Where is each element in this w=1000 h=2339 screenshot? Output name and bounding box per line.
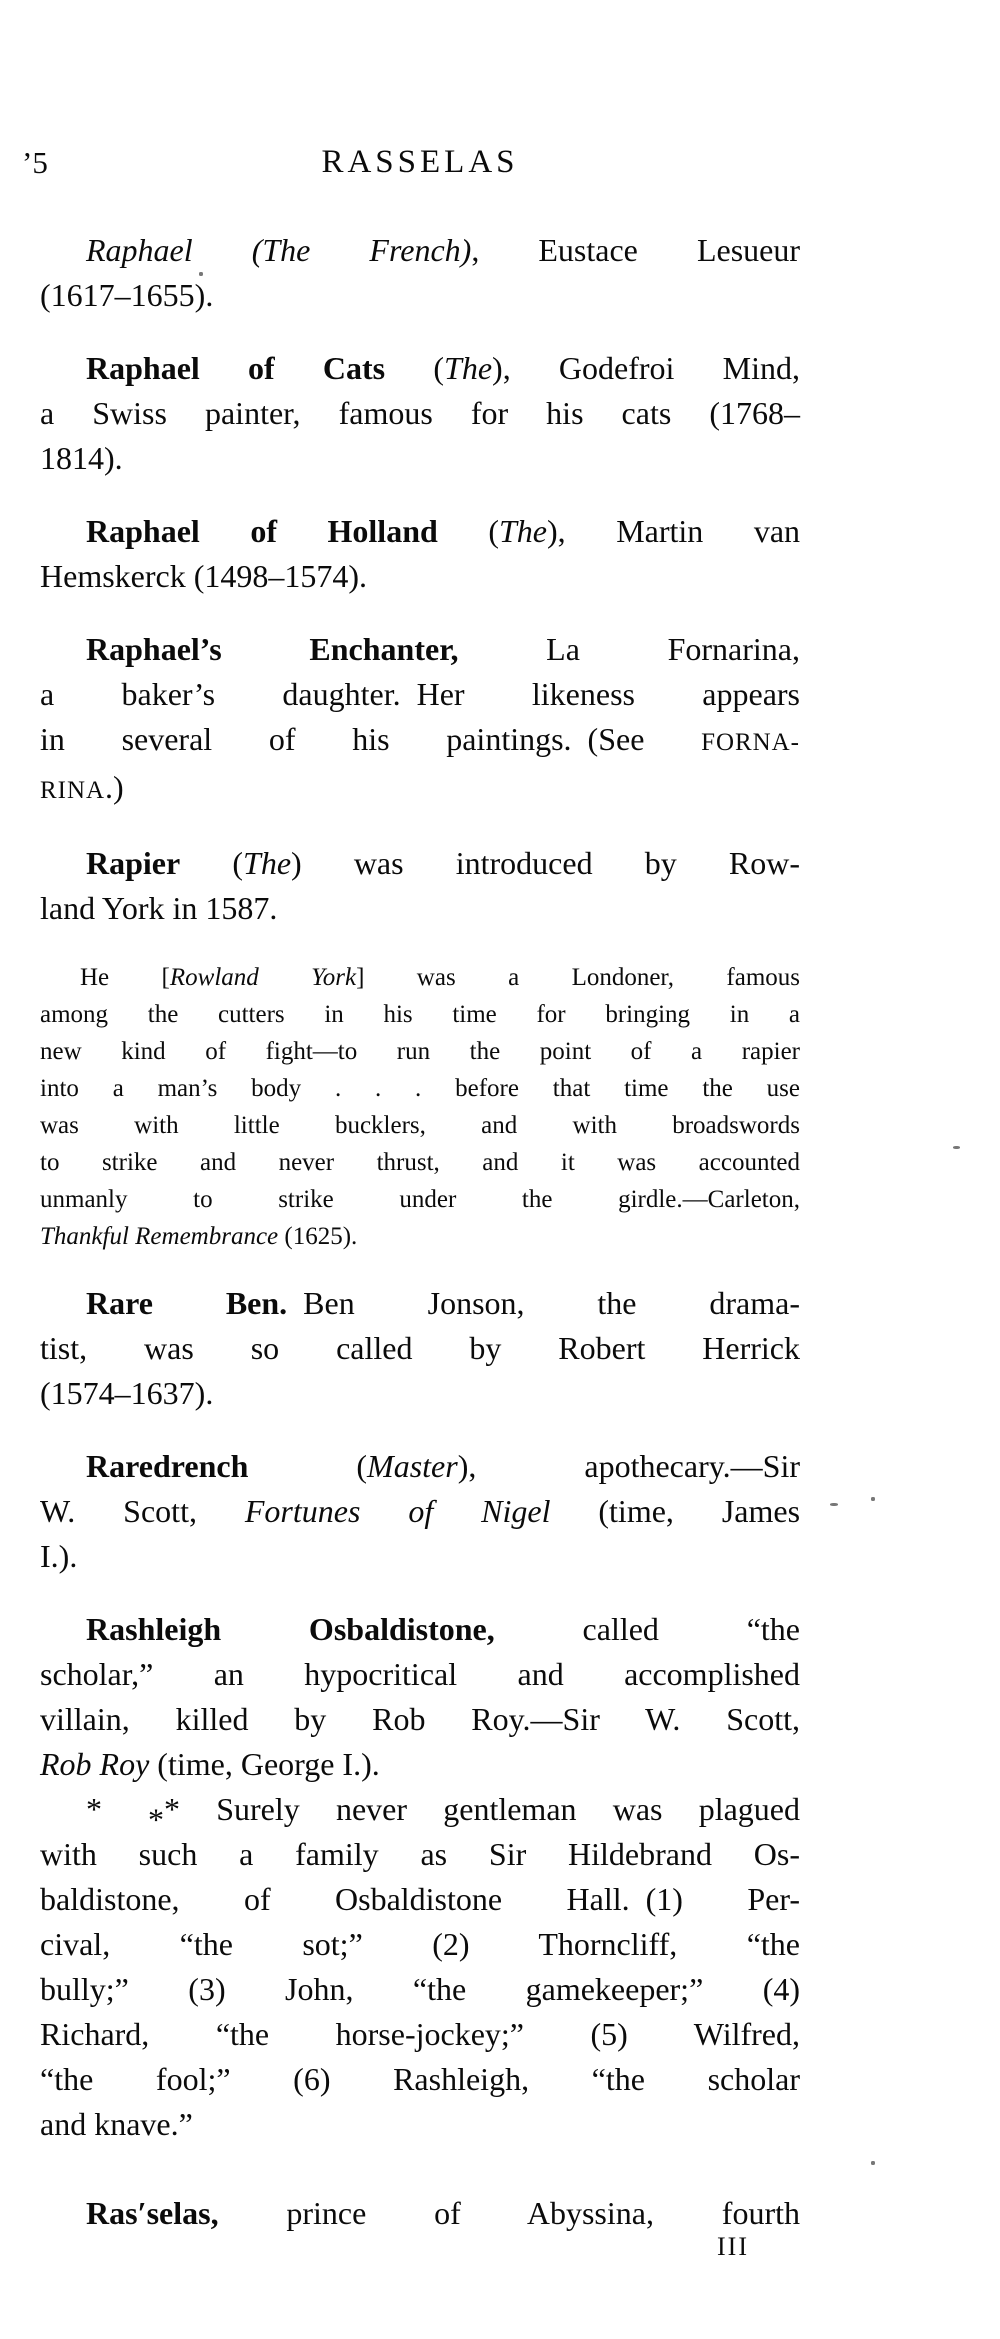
- text-line: * ** Surely never gentleman was plagued: [86, 1791, 800, 1838]
- text-line: cival, “the sot;” (2) Thorncliff, “the: [40, 1926, 800, 1962]
- text-line: to strike and never thrust, and it was accounted: [40, 1149, 800, 1176]
- entry-raphaels-enchanter: [40, 627, 800, 813]
- entry-rasselas: [40, 2191, 800, 2236]
- text-line: Raphael of Cats (The), Godefroi Mind,: [86, 350, 801, 386]
- text-line: and knave.”: [40, 2106, 193, 2142]
- scan-artifact: [953, 1146, 960, 1149]
- entry-rapier: [40, 841, 800, 931]
- scan-artifact: [871, 1497, 875, 1501]
- text-line: (1617–1655).: [40, 277, 214, 313]
- quote-rowland-york: [40, 959, 800, 1255]
- note-osbaldistone-family: [40, 1787, 800, 2147]
- signature-mark: III: [717, 2232, 749, 2261]
- text-line: I.).: [40, 1538, 78, 1574]
- text-line: tist, was so called by Robert Herrick: [40, 1330, 800, 1366]
- page-number: ’5: [22, 145, 48, 180]
- text-line: Hemskerck (1498–1574).: [40, 558, 368, 594]
- text-line: baldistone, of Osbaldistone Hall. (1) Per-: [40, 1881, 800, 1917]
- scan-artifact: [871, 2161, 875, 2165]
- text-line: Rare Ben. Ben Jonson, the drama-: [86, 1285, 800, 1321]
- text-line: Rashleigh Osbaldistone, called “the: [86, 1611, 800, 1647]
- text-line: (1574–1637).: [40, 1375, 214, 1411]
- text-line: Raphael’s Enchanter, La Fornarina,: [86, 631, 800, 667]
- text-line: 1814).: [40, 440, 123, 476]
- text-line: bully;” (3) John, “the gamekeeper;” (4): [40, 1971, 800, 2007]
- text-column: [40, 228, 800, 2264]
- text-line: a Swiss painter, famous for his cats (1768–: [40, 395, 800, 431]
- text-line: Raphael (The French), Eustace Lesueur: [86, 232, 801, 268]
- entry-raphael-of-cats: [40, 346, 800, 481]
- text-line: scholar,” an hypocritical and accomplished: [40, 1656, 800, 1692]
- text-line: Rob Roy (time, George I.).: [40, 1746, 380, 1782]
- text-line: unmanly to strike under the girdle.—Carleton,: [40, 1186, 800, 1213]
- text-line: He [Rowland York] was a Londoner, famous: [80, 964, 800, 991]
- text-line: Rapier (The) was introduced by Row-: [86, 845, 801, 881]
- text-line: Richard, “the horse-jockey;” (5) Wilfred,: [40, 2016, 800, 2052]
- entry-raredrench: [40, 1444, 800, 1579]
- text-line: into a man’s body . . . before that time the use: [40, 1075, 800, 1102]
- text-line: land York in 1587.: [40, 890, 278, 926]
- text-line: W. Scott, Fortunes of Nigel (time, James: [40, 1493, 801, 1529]
- text-line: “the fool;” (6) Rashleigh, “the scholar: [40, 2061, 800, 2097]
- text-line: Raphael of Holland (The), Martin van: [86, 513, 801, 549]
- scan-artifact: [199, 272, 203, 276]
- text-line: new kind of fight—to run the point of a rapier: [40, 1038, 800, 1065]
- text-line: RINA.): [40, 769, 124, 805]
- text-line: among the cutters in his time for bringing in a: [40, 1001, 800, 1028]
- text-line: villain, killed by Rob Roy.—Sir W. Scott,: [40, 1701, 800, 1737]
- text-line: was with little bucklers, and with broadswords: [40, 1112, 800, 1139]
- text-line: Raredrench (Master), apothecary.—Sir: [86, 1448, 801, 1484]
- entry-raphael-the-french: [40, 228, 800, 318]
- entry-rashleigh-osbaldistone: [40, 1607, 800, 1787]
- text-line: a baker’s daughter. Her likeness appears: [40, 676, 800, 712]
- text-line: in several of his paintings. (See FORNA-: [40, 721, 800, 757]
- text-line: with such a family as Sir Hildebrand Os-: [40, 1836, 800, 1872]
- scan-artifact: [830, 1503, 838, 1506]
- text-line: Ras′selas, prince of Abyssina, fourth: [86, 2195, 800, 2231]
- text-line: Thankful Remembrance (1625).: [40, 1223, 358, 1250]
- entry-rare-ben: [40, 1281, 800, 1416]
- running-head: RASSELAS: [321, 144, 519, 180]
- entry-raphael-of-holland: [40, 509, 800, 599]
